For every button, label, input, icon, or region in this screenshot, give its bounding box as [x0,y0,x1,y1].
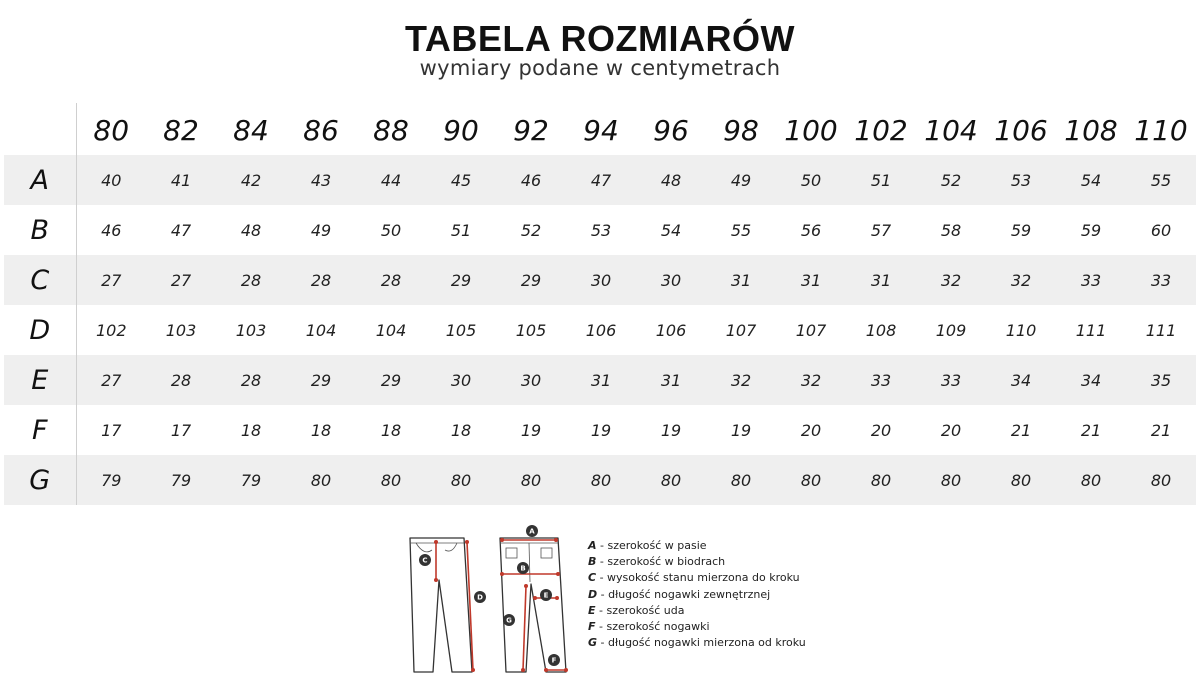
svg-text:A: A [529,527,535,536]
table-row [4,355,1196,405]
table-cell: 32 [730,370,752,390]
table-cell: 32 [940,270,962,290]
table-cell: 80 [380,470,402,490]
table-cell: 106 [655,320,687,340]
table-cell: 20 [800,420,822,440]
legend-text: - szerokość uda [595,603,685,617]
legend-key: F [588,619,596,633]
svg-text:D: D [477,593,483,602]
marker-a [526,525,538,537]
table-cell: 60 [1150,220,1172,240]
table-cell: 21 [1150,420,1172,440]
size-header: 102 [854,114,908,147]
table-cell: 27 [101,270,122,290]
table-cell: 50 [380,220,402,240]
table-cell: 104 [375,320,407,340]
size-header: 104 [924,114,978,147]
table-cell: 18 [380,420,402,440]
table-cell: 34 [1080,370,1102,390]
legend-text: - szerokość w biodrach [596,555,726,569]
table-cell: 18 [240,420,262,440]
svg-text:F: F [551,656,557,665]
trousers-diagram [402,522,578,680]
size-header: 94 [583,114,619,147]
table-cell: 56 [800,220,822,240]
table-corner [4,103,76,155]
table-cell: 58 [940,220,962,240]
table-cell: 80 [310,470,332,490]
table-cell: 111 [1145,320,1177,340]
table-cell: 29 [380,370,402,390]
table-row [4,205,1196,255]
table-cell: 80 [450,470,472,490]
table-row [4,405,1196,455]
table-cell: 50 [800,170,822,190]
size-header: 98 [723,114,759,147]
table-cell: 105 [445,320,477,340]
size-table-body [4,155,1196,505]
table-cell: 46 [520,170,542,190]
table-cell: 80 [590,470,612,490]
size-header: 92 [513,114,549,147]
table-cell: 27 [170,270,192,290]
table-cell: 31 [870,270,892,290]
table-cell: 19 [730,420,752,440]
table-cell: 29 [310,370,332,390]
table-cell: 31 [800,270,822,290]
size-header: 88 [373,114,409,147]
table-cell: 21 [1010,420,1032,440]
table-cell: 110 [1005,320,1037,340]
size-table [4,103,1196,505]
table-cell: 49 [730,170,752,190]
table-cell: 49 [310,220,332,240]
table-cell: 33 [1150,270,1172,290]
legend-key: C [588,571,597,585]
size-header: 108 [1064,114,1118,147]
table-row [4,155,1196,205]
size-header: 106 [994,114,1048,147]
table-cell: 79 [101,470,122,490]
legend-text: - długość nogawki mierzona od kroku [597,636,806,650]
table-cell: 105 [515,320,547,340]
legend-item-d [588,587,806,603]
table-cell: 27 [101,370,122,390]
size-header: 90 [443,114,479,147]
page-subtitle: wymiary podane w centymetrach [419,56,781,80]
legend-key: D [588,587,598,601]
size-header: 86 [303,114,339,147]
marker-f [548,654,560,666]
table-cell: 52 [520,220,542,240]
size-header: 100 [784,114,838,147]
table-cell: 20 [870,420,892,440]
table-cell: 28 [170,370,192,390]
marker-b [517,562,529,574]
table-cell: 111 [1075,320,1107,340]
legend-item-c [588,570,806,586]
table-cell: 30 [450,370,472,390]
table-cell: 109 [935,320,967,340]
table-cell: 19 [660,420,682,440]
table-cell: 29 [520,270,542,290]
legend-item-e [588,603,806,619]
table-row [4,255,1196,305]
legend-item-a [588,538,806,554]
legend-text: - szerokość nogawki [595,619,710,633]
table-cell: 53 [590,220,612,240]
table-cell: 51 [450,220,472,240]
table-cell: 19 [520,420,542,440]
table-cell: 51 [870,170,892,190]
row-label: D [4,305,76,355]
table-cell: 28 [240,270,262,290]
table-cell: 52 [940,170,962,190]
table-cell: 55 [1150,170,1172,190]
legend-item-g [588,635,806,651]
legend-item-b [588,554,806,570]
legend-item-f [588,619,806,635]
table-cell: 19 [590,420,612,440]
table-cell: 108 [865,320,897,340]
table-cell: 17 [170,420,192,440]
row-label: C [4,255,76,305]
table-cell: 59 [1010,220,1032,240]
table-row [4,455,1196,505]
table-cell: 103 [165,320,197,340]
table-cell: 104 [305,320,337,340]
size-header: 80 [93,114,130,147]
table-cell: 107 [725,320,757,340]
table-cell: 40 [101,170,122,190]
table-cell: 80 [520,470,542,490]
table-cell: 102 [95,320,127,340]
table-cell: 31 [660,370,682,390]
table-cell: 48 [660,170,682,190]
table-cell: 33 [870,370,892,390]
measurement-legend [588,538,806,651]
size-header: 84 [233,114,269,147]
table-cell: 31 [590,370,612,390]
table-cell: 59 [1080,220,1102,240]
table-cell: 48 [240,220,262,240]
table-cell: 54 [660,220,682,240]
table-cell: 57 [870,220,892,240]
table-cell: 44 [380,170,402,190]
legend-text: - szerokość w pasie [596,539,707,552]
table-cell: 33 [940,370,962,390]
row-label: A [4,155,76,205]
row-label: G [4,455,76,505]
legend-text: - długość nogawki zewnętrznej [597,587,771,601]
table-cell: 30 [520,370,542,390]
table-cell: 79 [240,470,262,490]
table-cell: 28 [240,370,262,390]
table-cell: 80 [940,470,962,490]
table-cell: 80 [1150,470,1172,490]
size-header: 82 [163,114,199,147]
row-label: B [4,205,76,255]
legend-key: B [588,555,597,569]
svg-text:G: G [506,616,512,625]
table-cell: 54 [1080,170,1102,190]
size-header-row [4,103,1196,155]
table-cell: 30 [660,270,682,290]
svg-text:C: C [422,556,428,565]
size-header: 110 [1134,114,1188,147]
table-cell: 80 [870,470,892,490]
table-cell: 33 [1080,270,1102,290]
marker-g [503,614,515,626]
table-cell: 41 [170,170,192,190]
table-cell: 80 [1010,470,1032,490]
row-label: E [4,355,76,405]
table-cell: 103 [235,320,267,340]
table-cell: 45 [450,170,472,190]
table-cell: 35 [1150,370,1172,390]
table-cell: 31 [730,270,752,290]
table-cell: 18 [450,420,472,440]
table-cell: 53 [1010,170,1032,190]
table-cell: 106 [585,320,617,340]
legend-key: E [588,603,596,617]
table-cell: 30 [590,270,612,290]
marker-c [419,554,431,566]
table-cell: 55 [730,220,752,240]
legend-text: - wysokość stanu mierzona do kroku [596,571,800,585]
table-cell: 47 [590,170,612,190]
table-cell: 80 [1080,470,1102,490]
size-header: 96 [653,114,689,147]
table-cell: 28 [380,270,402,290]
table-cell: 21 [1080,420,1102,440]
table-cell: 43 [310,170,332,190]
table-cell: 47 [170,220,192,240]
table-cell: 79 [170,470,192,490]
table-cell: 107 [795,320,827,340]
table-cell: 18 [310,420,332,440]
table-cell: 32 [800,370,822,390]
marker-d [474,591,486,603]
svg-text:E: E [543,591,549,600]
table-cell: 80 [800,470,822,490]
table-cell: 42 [240,170,262,190]
table-cell: 34 [1010,370,1032,390]
table-cell: 28 [310,270,332,290]
table-cell: 29 [450,270,472,290]
table-cell: 80 [660,470,682,490]
table-cell: 46 [101,220,122,240]
page-title: TABELA ROZMIARÓW [405,18,795,59]
table-cell: 20 [940,420,962,440]
table-cell: 80 [730,470,752,490]
row-label: F [4,405,76,455]
marker-e [540,589,552,601]
legend-key: G [588,636,598,650]
svg-text:B: B [520,564,526,573]
table-row [4,305,1196,355]
table-cell: 17 [101,420,122,440]
legend-key: A [588,539,597,552]
table-cell: 32 [1010,270,1032,290]
